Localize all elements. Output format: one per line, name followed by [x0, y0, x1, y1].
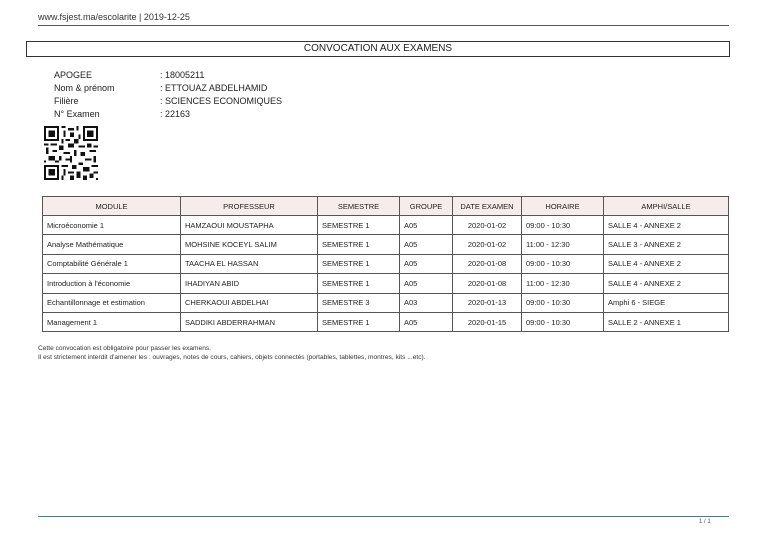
- qr-code-icon: [44, 126, 98, 180]
- cell-groupe: A05: [400, 235, 453, 254]
- cell-groupe: A05: [400, 216, 453, 235]
- table-row: [43, 293, 729, 312]
- cell-module: Introduction à l'économie: [43, 274, 181, 293]
- page-title: CONVOCATION AUX EXAMENS: [26, 41, 730, 57]
- table-row: [43, 216, 729, 235]
- info-row-exam-number: [54, 108, 282, 121]
- cell-semestre: SEMESTRE 1: [318, 274, 400, 293]
- exam-table: [42, 196, 729, 332]
- table-row: [43, 274, 729, 293]
- cell-horaire: 09:00 - 10:30: [522, 293, 604, 312]
- info-row-filiere: [54, 95, 282, 108]
- cell-horaire: 11:00 - 12:30: [522, 235, 604, 254]
- column-header-professeur: PROFESSEUR: [181, 197, 318, 216]
- cell-date: 2020-01-08: [453, 274, 522, 293]
- info-label: Filière: [54, 96, 79, 106]
- info-row-apogee: [54, 69, 282, 82]
- table-row: [43, 312, 729, 331]
- cell-date: 2020-01-15: [453, 312, 522, 331]
- table-row: [43, 235, 729, 254]
- cell-horaire: 09:00 - 10:30: [522, 254, 604, 273]
- student-info: [54, 69, 282, 121]
- table-header-row: [43, 197, 729, 216]
- info-label: APOGEE: [54, 70, 93, 80]
- cell-salle: SALLE 2 - ANNEXE 1: [604, 312, 729, 331]
- column-header-groupe: GROUPE: [400, 197, 453, 216]
- cell-module: Echantillonnage et estimation: [43, 293, 181, 312]
- column-header-module: MODULE: [43, 197, 181, 216]
- cell-groupe: A05: [400, 274, 453, 293]
- header-url-date: www.fsjest.ma/escolarite | 2019-12-25: [38, 12, 190, 22]
- cell-groupe: A05: [400, 312, 453, 331]
- column-header-amphi-salle: AMPHI/SALLE: [604, 197, 729, 216]
- header-divider: [38, 25, 729, 26]
- cell-semestre: SEMESTRE 1: [318, 312, 400, 331]
- cell-groupe: A03: [400, 293, 453, 312]
- note-obligatoire: Cette convocation est obligatoire pour passer les examens.: [38, 345, 211, 352]
- table-row: [43, 254, 729, 273]
- cell-groupe: A05: [400, 254, 453, 273]
- cell-semestre: SEMESTRE 3: [318, 293, 400, 312]
- info-value: : ETTOUAZ ABDELHAMID: [160, 83, 268, 93]
- cell-salle: SALLE 4 - ANNEXE 2: [604, 274, 729, 293]
- note-interdiction: Il est strictement interdit d'amener les : ouvrages, notes de cours, cahiers, objets connectés (portables, tablettes, montres, kits ...etc).: [38, 354, 426, 361]
- cell-professeur: MOHSINE KOCEYL SALIM: [181, 235, 318, 254]
- info-value: : SCIENCES ECONOMIQUES: [160, 96, 283, 106]
- cell-semestre: SEMESTRE 1: [318, 216, 400, 235]
- info-row-name: [54, 82, 282, 95]
- cell-horaire: 11:00 - 12:30: [522, 274, 604, 293]
- info-label: N° Examen: [54, 109, 100, 119]
- cell-professeur: TAACHA EL HASSAN: [181, 254, 318, 273]
- cell-semestre: SEMESTRE 1: [318, 235, 400, 254]
- column-header-date-examen: DATE EXAMEN: [453, 197, 522, 216]
- cell-salle: SALLE 4 - ANNEXE 2: [604, 216, 729, 235]
- column-header-horaire: HORAIRE: [522, 197, 604, 216]
- cell-salle: SALLE 4 - ANNEXE 2: [604, 254, 729, 273]
- cell-date: 2020-01-02: [453, 216, 522, 235]
- cell-professeur: IHADIYAN ABID: [181, 274, 318, 293]
- cell-salle: SALLE 3 - ANNEXE 2: [604, 235, 729, 254]
- cell-professeur: SADDIKI ABDERRAHMAN: [181, 312, 318, 331]
- notes: [38, 344, 426, 362]
- cell-horaire: 09:00 - 10:30: [522, 312, 604, 331]
- cell-module: Analyse Mathématique: [43, 235, 181, 254]
- column-header-semestre: SEMESTRE: [318, 197, 400, 216]
- cell-module: Comptabilité Générale 1: [43, 254, 181, 273]
- cell-professeur: HAMZAOUI MOUSTAPHA: [181, 216, 318, 235]
- cell-horaire: 09:00 - 10:30: [522, 216, 604, 235]
- footer-divider: [38, 516, 729, 517]
- cell-date: 2020-01-13: [453, 293, 522, 312]
- cell-semestre: SEMESTRE 1: [318, 254, 400, 273]
- cell-professeur: CHERKAOUI ABDELHAI: [181, 293, 318, 312]
- page-number: 1 / 1: [699, 519, 711, 525]
- info-value: : 22163: [160, 109, 191, 119]
- cell-date: 2020-01-02: [453, 235, 522, 254]
- info-value: : 18005211: [160, 70, 205, 80]
- cell-module: Microéconomie 1: [43, 216, 181, 235]
- info-label: Nom & prénom: [54, 83, 115, 93]
- cell-salle: Amphi 6 - SIEGE: [604, 293, 729, 312]
- cell-date: 2020-01-08: [453, 254, 522, 273]
- cell-module: Management 1: [43, 312, 181, 331]
